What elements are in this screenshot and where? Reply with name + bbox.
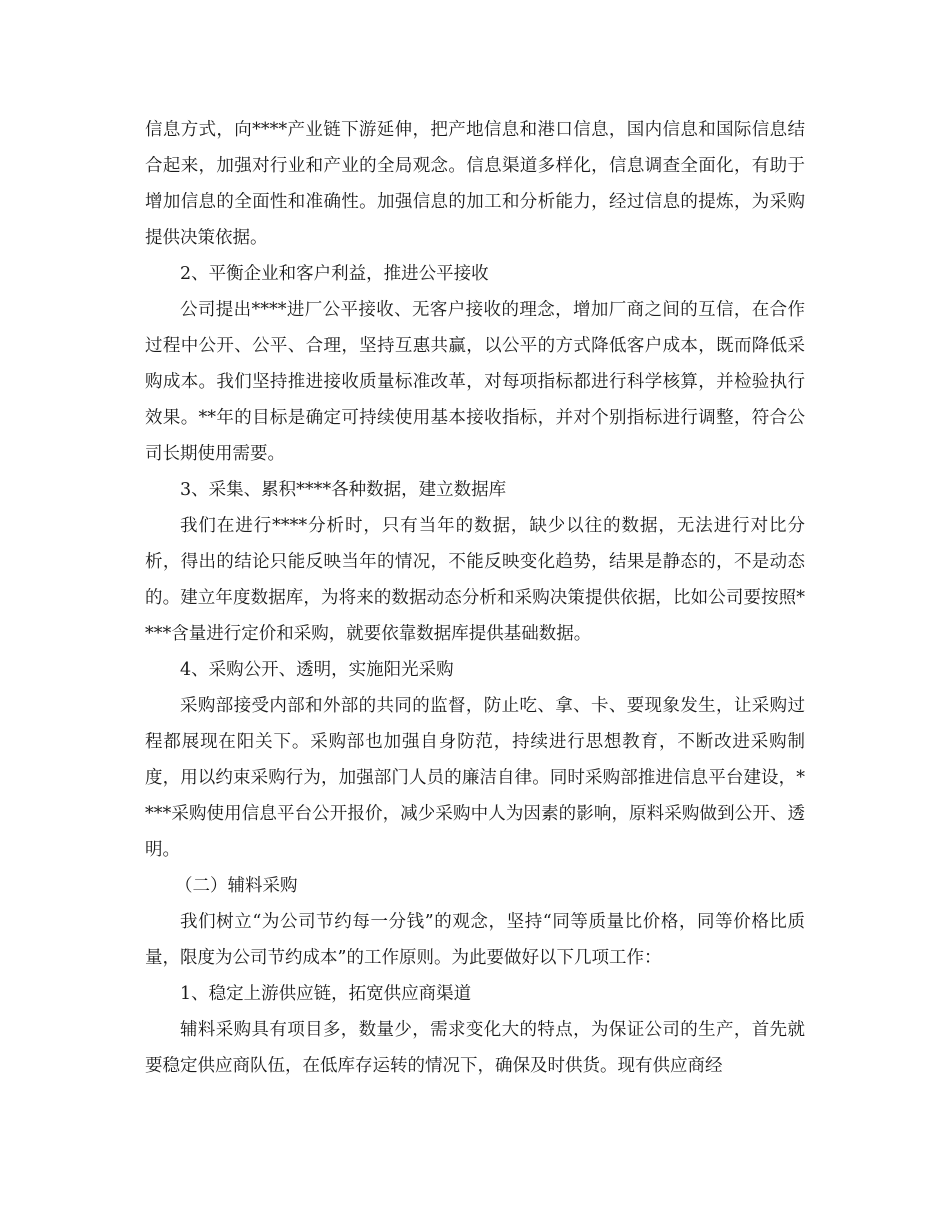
paragraph: 公司提出****进厂公平接收、无客户接收的理念，增加厂商之间的互信，在合作过程中公开、公平、合理，坚持互惠共赢，以公平的方式降低客户成本，既而降低采购成本。我们坚持推进接收质量标准改革，对每项指标都进行科学核算，并检验执行效果。**年的目标是确定可持续使用基本接收指标，并对个别指标进行调整，符合公司长期使用需要。 [145, 300, 805, 464]
subsection-heading: （二）辅料采购 [175, 876, 298, 896]
paragraph-continuation: 信息方式，向****产业链下游延伸，把产地信息和港口信息，国内信息和国际信息结合起来，加强对行业和产业的全局观念。信息渠道多样化，信息调查全面化，有助于增加信息的全面性和准确性。加强信息的加工和分析能力，经过信息的提炼，为采购提供决策依据。 [145, 120, 805, 248]
paragraph: 我们树立“为公司节约每一分钱”的观念，坚持“同等质量比价格，同等价格比质量，限度为公司节约成本”的工作原则。为此要做好以下几项工作： [145, 912, 805, 968]
paragraph: 我们在进行****分析时，只有当年的数据，缺少以往的数据，无法进行对比分析，得出的结论只能反映当年的情况，不能反映变化趋势，结果是静态的，不是动态的。建立年度数据库，为将来的数据动态分析和采购决策提供依据，比如公司要按照****含量进行定价和采购，就要依靠数据库提供基础数据。 [145, 516, 805, 644]
section-heading: 1、稳定上游供应链，拓宽供应商渠道 [180, 984, 472, 1004]
paragraph: 采购部接受内部和外部的共同的监督，防止吃、拿、卡、要现象发生，让采购过程都展现在阳关下。采购部也加强自身防范，持续进行思想教育，不断改进采购制度，用以约束采购行为，加强部门人员的廉洁自律。同时采购部推进信息平台建设，****采购使用信息平台公开报价，减少采购中人为因素的影响，原料采购做到公开、透明。 [145, 696, 805, 860]
section-heading: 3、采集、累积****各种数据，建立数据库 [180, 480, 507, 500]
section-heading: 2、平衡企业和客户利益，推进公平接收 [180, 264, 489, 284]
section-heading: 4、采购公开、透明，实施阳光采购 [180, 660, 454, 680]
paragraph: 辅料采购具有项目多，数量少，需求变化大的特点，为保证公司的生产，首先就要稳定供应商队伍，在低库存运转的情况下，确保及时供货。现有供应商经 [145, 1020, 805, 1076]
document-body [145, 112, 805, 1084]
